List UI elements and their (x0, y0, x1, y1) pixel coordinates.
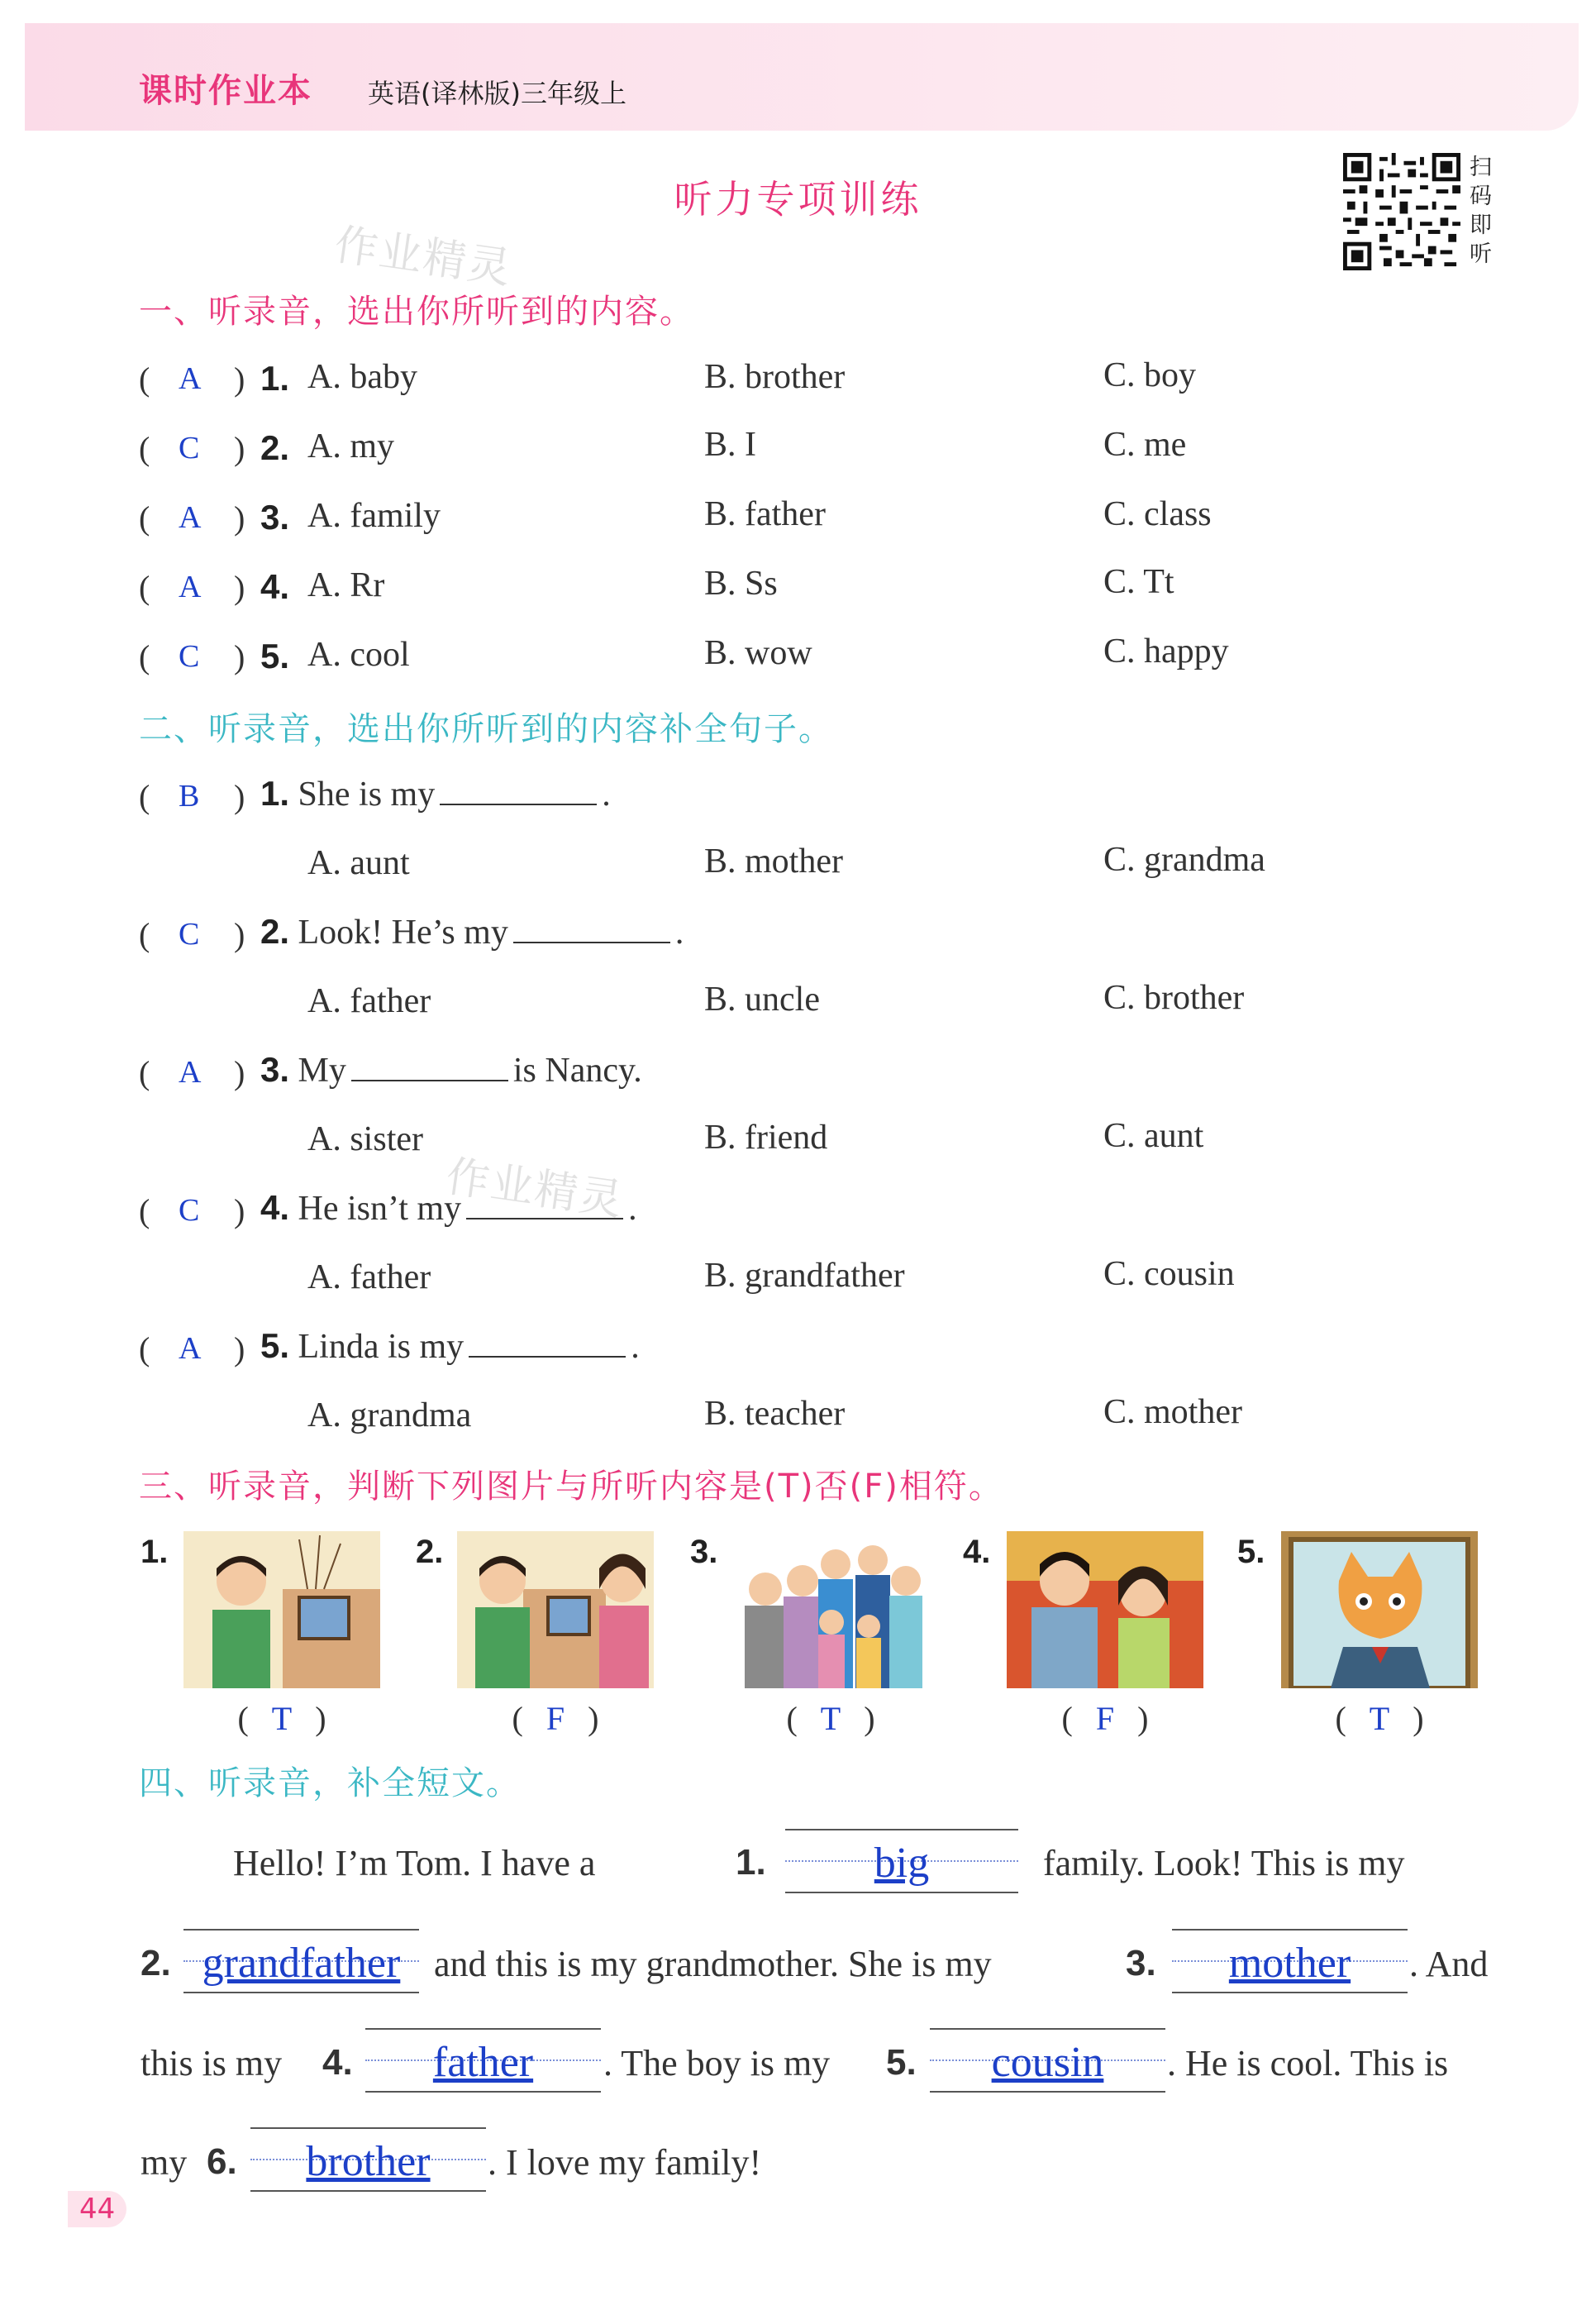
answer-paren: ( (139, 1192, 150, 1229)
question-number: 4. (260, 1188, 290, 1227)
question-number: 1. (260, 774, 290, 813)
answer-paren: ) (234, 638, 245, 675)
answer-blank[interactable] (469, 1331, 626, 1358)
picture-number: 5. (1237, 1534, 1265, 1570)
option-a: A. sister (307, 1120, 423, 1158)
question-number: 2. (260, 912, 290, 951)
sentence (260, 1188, 637, 1229)
option-b: B. I (704, 426, 756, 464)
page-title: 听力专项训练 (674, 177, 922, 222)
question-number: 5. (260, 637, 290, 675)
answer-blank-4[interactable] (365, 2028, 601, 2093)
sentence-start: He isn’t my (298, 1190, 462, 1228)
brand-title: 课时作业本 (139, 72, 312, 110)
answer-blank[interactable] (440, 779, 597, 805)
question-number: 3. (260, 498, 290, 537)
section3-title: 三、听录音，判断下列图片与所听内容是(T)否(F)相符。 (139, 1468, 1003, 1506)
option-b: B. brother (704, 358, 846, 396)
question-number: 1. (260, 359, 290, 398)
answer-value[interactable]: C (179, 639, 200, 674)
answer-paren: ( (139, 638, 150, 675)
option-c: C. cousin (1103, 1255, 1235, 1293)
filled-answer: brother (306, 2138, 431, 2185)
option-c: C. brother (1103, 979, 1245, 1017)
answer-value[interactable]: B (179, 779, 200, 814)
option-a: A. my (307, 427, 394, 465)
answer-blank[interactable] (513, 917, 670, 943)
passage-text: . The boy is my (603, 2043, 831, 2083)
tf-value[interactable]: T (820, 1700, 841, 1737)
answer-paren: ) (234, 1330, 245, 1367)
option-b: B. teacher (704, 1395, 846, 1433)
passage-text: and this is my grandmother. She is my (434, 1944, 992, 1984)
option-c: C. me (1103, 426, 1187, 464)
option-a: A. cool (307, 636, 410, 674)
answer-blank-6[interactable] (250, 2127, 486, 2192)
blank-number: 1. (736, 1842, 766, 1883)
sentence (260, 1050, 642, 1091)
filled-answer: grandfather (202, 1940, 401, 1987)
option-a: A. aunt (307, 844, 410, 882)
sentence-end: is Nancy. (512, 1052, 642, 1090)
answer-blank[interactable] (466, 1193, 623, 1219)
section2-title: 二、听录音，选出你所听到的内容补全句子。 (139, 710, 833, 748)
answer-paren: ( (139, 1054, 150, 1091)
option-c: C. happy (1103, 632, 1229, 671)
watermark-top: 作业精灵 (331, 220, 516, 294)
answer-blank[interactable] (351, 1055, 508, 1081)
option-c: C. Tt (1103, 563, 1174, 601)
option-a: A. father (307, 1258, 431, 1296)
sentence (260, 774, 611, 814)
answer-value[interactable]: A (179, 1331, 202, 1366)
option-b: B. wow (704, 634, 812, 672)
answer-value[interactable]: C (179, 917, 200, 952)
answer-value[interactable]: C (179, 1193, 200, 1228)
blank-number: 5. (886, 2042, 917, 2083)
sentence-end: . (602, 776, 611, 814)
option-a: A. grandma (307, 1396, 472, 1434)
filled-answer: mother (1228, 1940, 1351, 1987)
sentence-start: She is my (298, 776, 436, 814)
question-number: 2. (260, 428, 290, 467)
answer-paren: ) (234, 1054, 245, 1091)
answer-paren: ) (234, 916, 245, 953)
option-b: B. mother (704, 842, 843, 881)
answer-paren: ) (234, 569, 245, 606)
qr-label: 扫码即听 (1470, 155, 1492, 267)
answer-paren: ( (139, 778, 150, 815)
passage-text: my (141, 2142, 188, 2183)
passage-text: . And (1409, 1944, 1489, 1984)
sentence (260, 1326, 640, 1367)
answer-value[interactable]: A (179, 570, 202, 604)
sentence-start: Look! He’s my (298, 914, 508, 952)
option-b: B. grandfather (704, 1257, 905, 1295)
sentence-start: Linda is my (298, 1328, 465, 1366)
picture-number: 1. (141, 1534, 169, 1570)
option-c: C. grandma (1103, 841, 1265, 879)
picture-family-group (732, 1531, 929, 1688)
passage-text: . I love my family! (488, 2142, 762, 2183)
answer-value[interactable]: C (179, 431, 200, 465)
option-c: C. aunt (1103, 1117, 1204, 1155)
answer-blank-5[interactable] (930, 2028, 1165, 2093)
sentence-end: . (631, 1328, 640, 1366)
filled-answer: cousin (991, 2039, 1104, 2086)
qr-code-icon[interactable] (1343, 153, 1460, 270)
sentence-start: My (298, 1052, 346, 1090)
answer-blank-3[interactable] (1172, 1929, 1408, 1993)
filled-answer: big (874, 1840, 930, 1887)
option-b: B. uncle (704, 981, 820, 1019)
answer-value[interactable]: A (179, 1055, 202, 1090)
answer-paren: ( (139, 499, 150, 537)
blank-number: 6. (207, 2141, 237, 2182)
question-number: 4. (260, 567, 290, 606)
picture-number: 3. (690, 1534, 718, 1570)
answer-paren: ) (234, 360, 245, 398)
page-number: 44 (68, 2191, 126, 2227)
option-a: A. baby (307, 358, 417, 396)
answer-paren: ) (234, 1192, 245, 1229)
passage-text: family. Look! This is my (1043, 1843, 1405, 1883)
option-b: B. father (704, 495, 826, 533)
answer-paren: ) (234, 430, 245, 467)
option-c: C. mother (1103, 1393, 1242, 1431)
blank-number: 2. (141, 1943, 171, 1983)
sentence-end: . (628, 1190, 637, 1228)
option-b: B. friend (704, 1119, 828, 1157)
option-a: A. Rr (307, 566, 385, 604)
answer-value[interactable]: A (179, 361, 202, 396)
passage-text: this is my (141, 2043, 283, 2083)
answer-paren: ) (234, 499, 245, 537)
answer-paren: ( (139, 569, 150, 606)
subject-label: 英语(译林版)三年级上 (368, 78, 626, 109)
answer-paren: ( (139, 1330, 150, 1367)
filled-answer: father (432, 2039, 534, 2086)
picture-cat-portrait (1281, 1531, 1478, 1688)
answer-paren: ( (139, 360, 150, 398)
answer-blank-2[interactable] (183, 1929, 419, 1993)
picture-number: 4. (963, 1534, 991, 1570)
answer-blank-1[interactable] (785, 1829, 1018, 1893)
picture-boy-and-girl (457, 1531, 654, 1688)
picture-number: 2. (416, 1534, 444, 1570)
option-a: A. father (307, 982, 431, 1020)
answer-value[interactable]: A (179, 500, 202, 535)
option-b: B. Ss (704, 565, 778, 603)
answer-paren: ) (234, 778, 245, 815)
tf-value[interactable]: T (1369, 1700, 1390, 1737)
picture-man-and-woman (1007, 1531, 1203, 1688)
option-c: C. boy (1103, 356, 1197, 394)
section1-title: 一、听录音，选出你所听到的内容。 (139, 293, 694, 331)
tf-value[interactable]: T (271, 1700, 293, 1737)
question-number: 3. (260, 1050, 290, 1089)
tf-answer: ( F ) (512, 1700, 599, 1737)
tf-answer: ( T ) (1335, 1700, 1424, 1737)
blank-number: 3. (1126, 1943, 1156, 1983)
option-a: A. family (307, 497, 441, 535)
picture-boy-with-photo (183, 1531, 380, 1688)
tf-answer: ( F ) (1061, 1700, 1149, 1737)
passage-text: . He is cool. This is (1167, 2043, 1449, 2083)
sentence-end: . (674, 914, 684, 952)
passage-text: Hello! I’m Tom. I have a (233, 1843, 596, 1883)
sentence (260, 912, 684, 952)
tf-answer: ( T ) (237, 1700, 326, 1737)
tf-value[interactable]: F (1095, 1700, 1115, 1737)
question-number: 5. (260, 1326, 290, 1365)
tf-answer: ( T ) (786, 1700, 875, 1737)
watermark-middle: 作业精灵 (443, 1152, 627, 1226)
answer-paren: ( (139, 916, 150, 953)
answer-paren: ( (139, 430, 150, 467)
tf-value[interactable]: F (545, 1700, 565, 1737)
section4-title: 四、听录音，补全短文。 (139, 1764, 521, 1802)
blank-number: 4. (322, 2042, 353, 2083)
option-c: C. class (1103, 495, 1212, 533)
